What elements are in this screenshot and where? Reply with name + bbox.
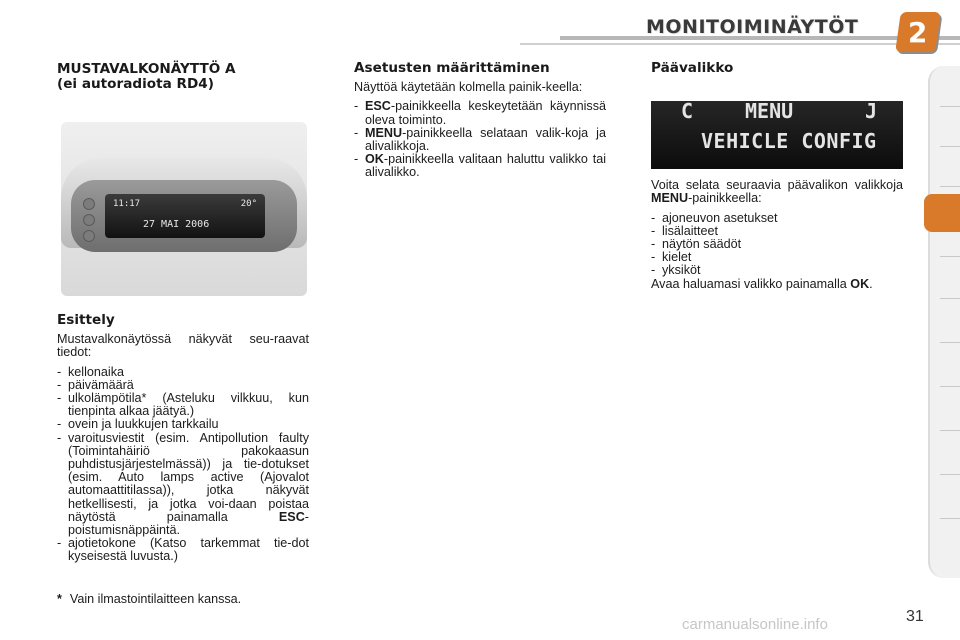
display-right-bracket: J [865, 99, 878, 124]
key-description: -painikkeella valitaan haluttu valikko tai alivalikko. [365, 152, 606, 180]
tab-divider [940, 342, 960, 343]
watermark: carmanualsonline.info [682, 616, 828, 633]
section-title-line2: (ei autoradiota RD4) [57, 76, 214, 92]
list-item: - yksiköt [651, 264, 903, 277]
footnote-marker: * [57, 592, 62, 606]
tab-divider [940, 386, 960, 387]
key-item-esc [354, 100, 606, 126]
key-item-ok [354, 153, 606, 179]
page-header [0, 0, 960, 60]
section-title-line1: MUSTAVALKONÄYTTÖ A [57, 61, 236, 77]
info-list [57, 366, 309, 564]
display-screen [105, 194, 265, 238]
outro-tail: . [869, 276, 873, 291]
key-item-menu [354, 127, 606, 153]
menu-display-photo [651, 101, 903, 169]
tab-divider [940, 518, 960, 519]
display-date: 27 MAI 2006 [143, 219, 210, 230]
main-menu-list [651, 212, 903, 278]
settings-intro: Näyttöä käytetään kolmella painik-keella: [354, 80, 583, 95]
tab-divider [940, 430, 960, 431]
key-label: MENU [365, 125, 403, 140]
bezel-button-icon [83, 198, 95, 210]
list-item: - kellonaika [57, 366, 309, 379]
footnote-text: Vain ilmastointilaitteen kanssa. [69, 592, 242, 606]
tab-divider [940, 106, 960, 107]
bezel-button-icon [83, 230, 95, 242]
header-rule-thin [520, 43, 960, 45]
list-item: - ulkolämpötila* (Asteluku vilkkuu, kun tienpinta alkaa jäätyä.) [57, 392, 309, 418]
display-temperature: 20° [240, 199, 257, 209]
bezel-button-icon [83, 214, 95, 226]
column-left [57, 62, 309, 564]
key-list [354, 100, 606, 179]
list-item: - ajoneuvon asetukset [651, 212, 903, 225]
key-description: -painikkeella selataan valik-koja ja alivalikkoja. [365, 125, 606, 154]
chapter-tab-strip [928, 66, 960, 578]
main-menu-intro [651, 179, 903, 205]
display-menu-label: MENU [745, 99, 794, 124]
display-time: 11:17 [113, 199, 141, 209]
display-vehicle-config: VEHICLE CONFIG [701, 129, 877, 154]
settings-heading: Asetusten määrittäminen [354, 60, 550, 76]
page-number: 31 [906, 608, 924, 625]
chapter-number-badge [895, 12, 941, 52]
chapter-number: 2 [908, 15, 928, 49]
tab-divider [940, 298, 960, 299]
intro-tail: -painikkeella: [688, 191, 762, 206]
tab-divider [940, 474, 960, 475]
tab-divider [940, 256, 960, 257]
tab-divider [940, 186, 960, 187]
menu-key-label: MENU [651, 191, 689, 206]
intro-heading: Esittely [57, 312, 115, 328]
esc-key-label: ESC [278, 509, 305, 524]
ok-key-label: OK [850, 276, 870, 291]
column-middle [354, 62, 606, 180]
list-item: - lisälaitteet [651, 225, 903, 238]
warning-item-tail: -poistumisnäppäintä. [68, 509, 309, 538]
chapter-title: MONITOIMINÄYTÖT [646, 16, 859, 38]
footnote [57, 592, 241, 606]
list-item: - päivämäärä [57, 379, 309, 392]
section-title [57, 62, 309, 92]
list-item: - kielet [651, 251, 903, 264]
intro-text: Mustavalkonäytössä näkyvät seu-raavat tiedot: [57, 332, 309, 360]
list-item: - ajotietokone (Katso tarkemmat tie-dot kyseisestä luvusta.) [57, 537, 309, 563]
key-description: -painikkeella keskeytetään käynnissä oleva toiminto. [365, 99, 606, 127]
main-menu-heading: Päävalikko [651, 60, 734, 76]
warning-item-text: varoitusviestit (esim. Antipollution faulty (Toimintahäiriö pakokaasun puhdistusjärjestelmässä)) ja tie-dotukset (esim. Auto lamps active (Ajovalot automaattitilassa)), jotka näkyvät hetkellisesti, ja jotka voi-daan poistaa näytöstä painamalla [68, 430, 309, 524]
column-right [651, 62, 903, 297]
key-label: ESC [365, 99, 391, 114]
list-item-warnings [57, 432, 309, 538]
outro-text: Avaa haluamasi valikko painamalla [651, 276, 847, 291]
main-menu-outro [651, 278, 903, 291]
list-item: - näytön säädöt [651, 238, 903, 251]
display-left-bracket: C [681, 99, 694, 124]
intro-text: Voita selata seuraavia päävalikon valikkoja [651, 178, 903, 193]
tab-divider [940, 146, 960, 147]
key-label: OK [365, 152, 384, 167]
dashboard-display-photo [61, 122, 307, 296]
active-chapter-tab [924, 194, 960, 232]
list-item: - ovein ja luukkujen tarkkailu [57, 418, 309, 431]
